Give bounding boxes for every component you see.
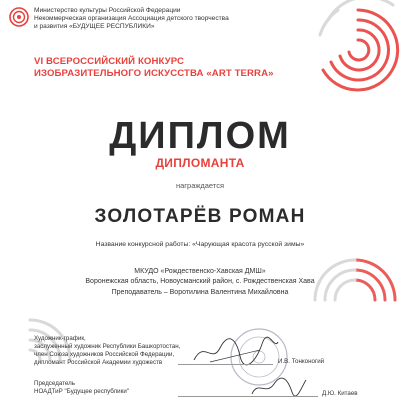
fingerprint-decoration-top-right: [298, 0, 400, 110]
signatory-name: Д.Ю. Китаев: [322, 390, 358, 397]
signatory-title: [34, 380, 129, 396]
school-location: Воронежская область, Новоусманский район, с. Рождественская Хава: [85, 278, 315, 286]
fingerprint-decoration-right: [300, 245, 400, 355]
organization-logo-icon: [8, 6, 30, 28]
school-details: [0, 267, 400, 298]
school-name: МКУДО «Рождественско-Хавская ДМШ»: [134, 268, 266, 275]
signatory-title-line: Художник-график,: [34, 335, 86, 342]
signatory-title-line: Председатель: [34, 380, 75, 387]
org-line: и развития «БУДУЩЕЕ РЕСПУБЛИКИ»: [34, 23, 155, 31]
recipient-name: ЗОЛОТАРЁВ РОМАН: [94, 206, 306, 227]
awarded-label: награждается: [175, 181, 225, 190]
signature-scribble-icon: [190, 336, 280, 366]
teacher-name: Преподаватель – Воротилина Валентина Михайловна: [111, 288, 289, 296]
signatory-title-line: член Союза художников Российской Федерации,: [34, 351, 175, 359]
organization-header: [34, 7, 229, 32]
signature-scribble-icon: [248, 376, 308, 398]
diploma-subtitle: ДИПЛОМАНТА: [155, 156, 245, 170]
contest-title: [34, 56, 274, 79]
signature-line: [178, 396, 318, 397]
contest-title-line: ИЗОБРАЗИТЕЛЬНОГО ИСКУССТВА «ART TERRA»: [34, 67, 274, 79]
signatory-title-line: заслуженный художник Республики Башкортостан,: [34, 343, 181, 351]
org-line: Некоммерческая организация Ассоциация детского творчества: [34, 15, 229, 23]
contest-title-line: VI ВСЕРОССИЙСКИЙ КОНКУРС: [34, 56, 185, 67]
signature-line: [178, 364, 273, 365]
signatory-title-line: НОАДТиР "Будущее республики": [34, 388, 129, 396]
signatory-title: [34, 335, 180, 367]
signatory-name: И.В. Тонконогий: [278, 358, 325, 365]
diploma-title: ДИПЛОМ: [109, 115, 291, 157]
signatory-title-line: дипломант Российской Академии художеств: [34, 359, 163, 367]
work-title: Название конкурсной работы: «Чарующая красота русской зимы»: [95, 241, 305, 248]
org-line: Министерство культуры Российской Федерации: [34, 7, 181, 14]
